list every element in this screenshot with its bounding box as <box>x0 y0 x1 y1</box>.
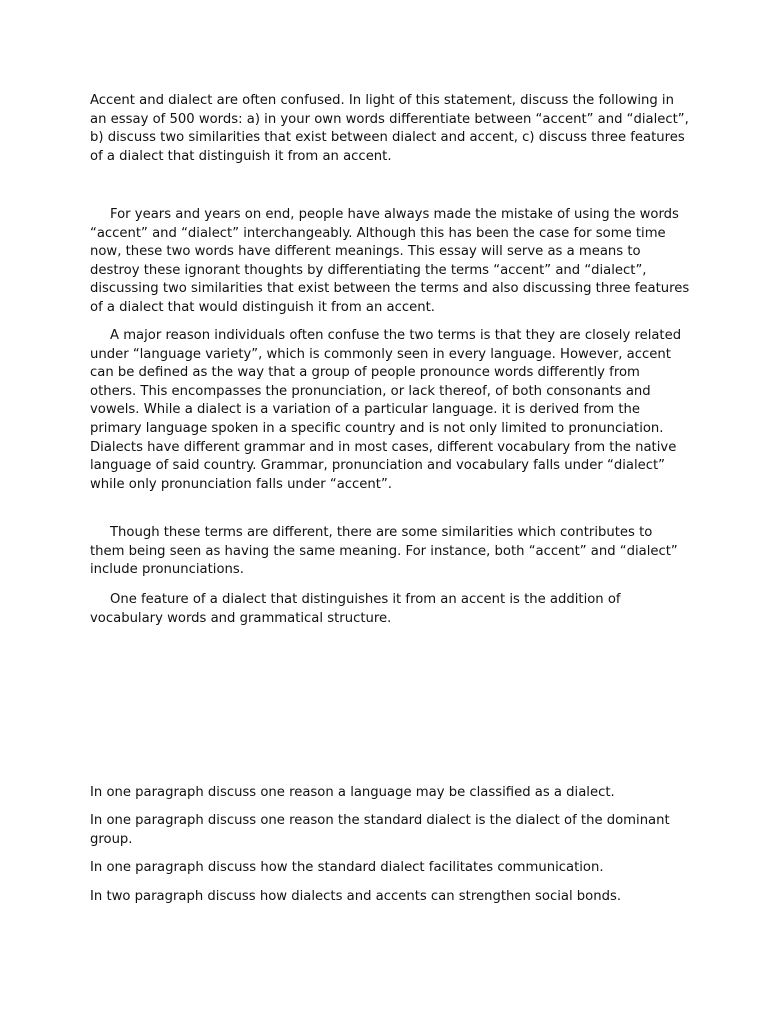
essay-paragraph-introduction: For years and years on end, people have always made the mistake of using the words “accent” and “dialect” interchangeably. Although this has been the case for some time now, these two words have different meanings. This essay will serve as a means to destroy these ignorant thoughts by differentiating the terms “accent” and “dialect”, discussing two similarities that exist between the terms and also discussing three features of a dialect that would distinguish it from an accent. <box>90 207 690 315</box>
essay-paragraph-similarities: Though these terms are different, there are some similarities which contributes to them being seen as having the same meaning. For instance, both “accent” and “dialect” include pronunciations. <box>90 525 678 578</box>
question-item: In one paragraph discuss one reason the standard dialect is the dialect of the dominant group. <box>90 813 670 847</box>
question-item: In two paragraph discuss how dialects and accents can strengthen social bonds. <box>90 889 622 904</box>
essay-paragraph-definitions: A major reason individuals often confuse the two terms is that they are closely related under “language variety”, which is commonly seen in every language. However, accent can be defined as the way that a group of people pronounce words differently from others. This encompasses the pronunciation, or lack thereof, of both consonants and vowels. While a dialect is a variation of a particular language. it is derived from the primary language spoken in a specific country and is not only limited to pronunciation. Dialects have different grammar and in most cases, different vocabulary from the native language of said country. Grammar, pronunciation and vocabulary falls under “dialect” while only pronunciation falls under “accent”. <box>90 328 682 492</box>
essay-paragraph-features: One feature of a dialect that distinguishes it from an accent is the addition of vocabulary words and grammatical structure. <box>90 592 621 626</box>
essay-prompt: Accent and dialect are often confused. In light of this statement, discuss the following in an essay of 500 words: a) in your own words differentiate between “accent” and “dialect”, b) discuss two similarities that exist between dialect and accent, c) discuss three features of a dialect that distinguish it from an accent. <box>90 93 689 164</box>
question-item: In one paragraph discuss one reason a language may be classified as a dialect. <box>90 785 615 800</box>
question-item: In one paragraph discuss how the standard dialect facilitates communication. <box>90 860 604 875</box>
